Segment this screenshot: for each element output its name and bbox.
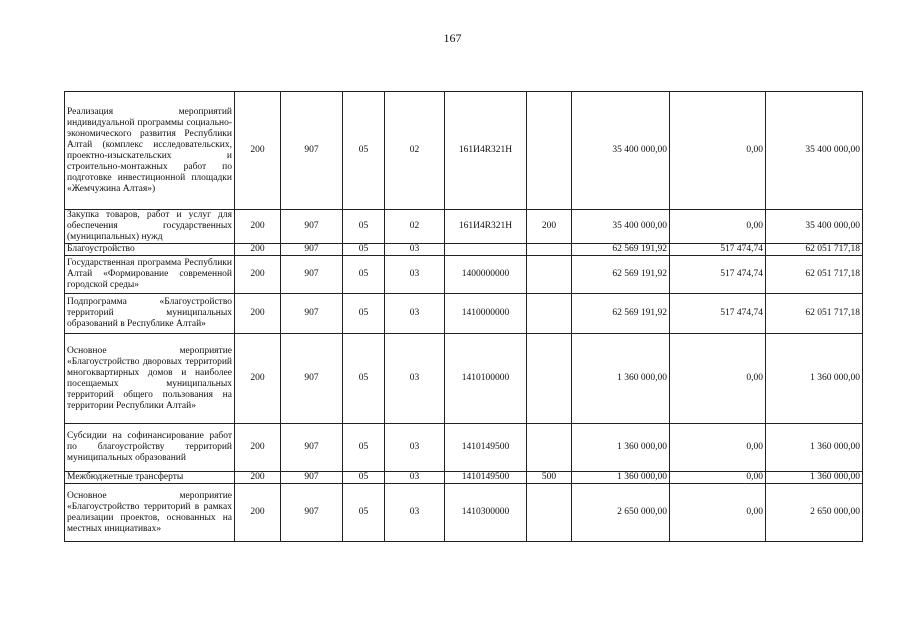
- row-name-cell: Реализация мероприятий индивидуальной программы социально-экономического развития Республики Алтай (комплекс исследовательских, проектно-изыскательских и строительно-монтажных работ по подготовке инвестиционной площадки «Жемчужина Алтая»): [65, 92, 235, 210]
- row-sum1-cell: 35 400 000,00: [572, 92, 670, 210]
- row-sum2-cell: 517 474,74: [670, 294, 766, 334]
- row-col5-cell: [445, 244, 527, 256]
- row-col1-cell: 200: [235, 334, 281, 424]
- row-sum1-cell: 35 400 000,00: [572, 210, 670, 244]
- row-col6-cell: [527, 484, 572, 542]
- row-name-cell: Закупка товаров, работ и услуг для обеспечения государственных (муниципальных) нужд: [65, 210, 235, 244]
- row-sum1-cell: 1 360 000,00: [572, 334, 670, 424]
- row-col1-cell: 200: [235, 424, 281, 472]
- row-col4-cell: 03: [385, 334, 445, 424]
- row-col4-cell: 02: [385, 92, 445, 210]
- row-col5-cell: 161И4R321Н: [445, 92, 527, 210]
- row-col5-cell: 1410149500: [445, 472, 527, 484]
- row-col3-cell: 05: [343, 424, 385, 472]
- table-row: [65, 424, 863, 472]
- row-col4-cell: 03: [385, 244, 445, 256]
- row-col5-cell: 1410300000: [445, 484, 527, 542]
- row-col1-cell: 200: [235, 472, 281, 484]
- row-col1-cell: 200: [235, 256, 281, 294]
- row-sum2-cell: 0,00: [670, 92, 766, 210]
- row-col6-cell: [527, 294, 572, 334]
- row-col3-cell: 05: [343, 210, 385, 244]
- row-col3-cell: 05: [343, 334, 385, 424]
- row-sum3-cell: 62 051 717,18: [766, 244, 863, 256]
- row-col6-cell: [527, 92, 572, 210]
- row-col3-cell: 05: [343, 484, 385, 542]
- row-col3-cell: 05: [343, 472, 385, 484]
- row-col6-cell: 200: [527, 210, 572, 244]
- table-row: [65, 244, 863, 256]
- table-row: [65, 210, 863, 244]
- row-sum2-cell: 0,00: [670, 210, 766, 244]
- row-col2-cell: 907: [281, 92, 343, 210]
- row-col2-cell: 907: [281, 256, 343, 294]
- row-name-cell: Благоустройство: [65, 244, 235, 256]
- row-sum1-cell: 2 650 000,00: [572, 484, 670, 542]
- row-name-cell: Субсидии на софинансирование работ по благоустройству территорий муниципальных образований: [65, 424, 235, 472]
- row-name-cell: Межбюджетные трансферты: [65, 472, 235, 484]
- row-col3-cell: 05: [343, 294, 385, 334]
- row-sum3-cell: 62 051 717,18: [766, 294, 863, 334]
- row-sum3-cell: 62 051 717,18: [766, 256, 863, 294]
- row-sum1-cell: 62 569 191,92: [572, 256, 670, 294]
- table-row: [65, 294, 863, 334]
- row-col6-cell: [527, 244, 572, 256]
- row-col2-cell: 907: [281, 484, 343, 542]
- row-sum3-cell: 35 400 000,00: [766, 210, 863, 244]
- table-row: [65, 256, 863, 294]
- row-sum3-cell: 1 360 000,00: [766, 472, 863, 484]
- row-col1-cell: 200: [235, 294, 281, 334]
- row-col4-cell: 03: [385, 424, 445, 472]
- row-col4-cell: 02: [385, 210, 445, 244]
- row-col5-cell: 1410000000: [445, 294, 527, 334]
- row-sum3-cell: 35 400 000,00: [766, 92, 863, 210]
- row-col1-cell: 200: [235, 244, 281, 256]
- row-sum3-cell: 2 650 000,00: [766, 484, 863, 542]
- budget-table: [64, 91, 863, 542]
- row-col1-cell: 200: [235, 484, 281, 542]
- row-sum1-cell: 1 360 000,00: [572, 424, 670, 472]
- row-col1-cell: 200: [235, 92, 281, 210]
- row-col3-cell: 05: [343, 244, 385, 256]
- row-name-cell: Подпрограмма «Благоустройство территорий муниципальных образований в Республике Алтай»: [65, 294, 235, 334]
- row-col4-cell: 03: [385, 472, 445, 484]
- row-sum2-cell: 517 474,74: [670, 256, 766, 294]
- row-col2-cell: 907: [281, 244, 343, 256]
- row-col2-cell: 907: [281, 334, 343, 424]
- row-col2-cell: 907: [281, 424, 343, 472]
- table-row: [65, 484, 863, 542]
- table-row: [65, 472, 863, 484]
- row-col5-cell: 1410149500: [445, 424, 527, 472]
- row-col3-cell: 05: [343, 256, 385, 294]
- table-row: [65, 92, 863, 210]
- row-sum2-cell: 0,00: [670, 484, 766, 542]
- row-col4-cell: 03: [385, 484, 445, 542]
- row-col5-cell: 1400000000: [445, 256, 527, 294]
- row-sum1-cell: 1 360 000,00: [572, 472, 670, 484]
- row-col2-cell: 907: [281, 210, 343, 244]
- row-sum2-cell: 0,00: [670, 424, 766, 472]
- row-name-cell: Основное мероприятие «Благоустройство дворовых территорий многоквартирных домов и наиболее посещаемых муниципальных территорий общего пользования на территории Республики Алтай»: [65, 334, 235, 424]
- row-sum2-cell: 0,00: [670, 472, 766, 484]
- row-col2-cell: 907: [281, 294, 343, 334]
- table-row: [65, 334, 863, 424]
- row-sum1-cell: 62 569 191,92: [572, 294, 670, 334]
- row-col4-cell: 03: [385, 256, 445, 294]
- row-col6-cell: 500: [527, 472, 572, 484]
- row-sum2-cell: 0,00: [670, 334, 766, 424]
- row-col4-cell: 03: [385, 294, 445, 334]
- row-col3-cell: 05: [343, 92, 385, 210]
- row-col5-cell: 161И4R321Н: [445, 210, 527, 244]
- row-col1-cell: 200: [235, 210, 281, 244]
- row-col6-cell: [527, 256, 572, 294]
- row-col2-cell: 907: [281, 472, 343, 484]
- row-sum1-cell: 62 569 191,92: [572, 244, 670, 256]
- row-sum3-cell: 1 360 000,00: [766, 424, 863, 472]
- row-sum3-cell: 1 360 000,00: [766, 334, 863, 424]
- row-name-cell: Государственная программа Республики Алтай «Формирование современной городской среды»: [65, 256, 235, 294]
- row-col5-cell: 1410100000: [445, 334, 527, 424]
- page-number: 167: [443, 31, 462, 45]
- row-col6-cell: [527, 334, 572, 424]
- row-col6-cell: [527, 424, 572, 472]
- row-name-cell: Основное мероприятие «Благоустройство территорий в рамках реализации проектов, основанных на местных инициативах»: [65, 484, 235, 542]
- row-sum2-cell: 517 474,74: [670, 244, 766, 256]
